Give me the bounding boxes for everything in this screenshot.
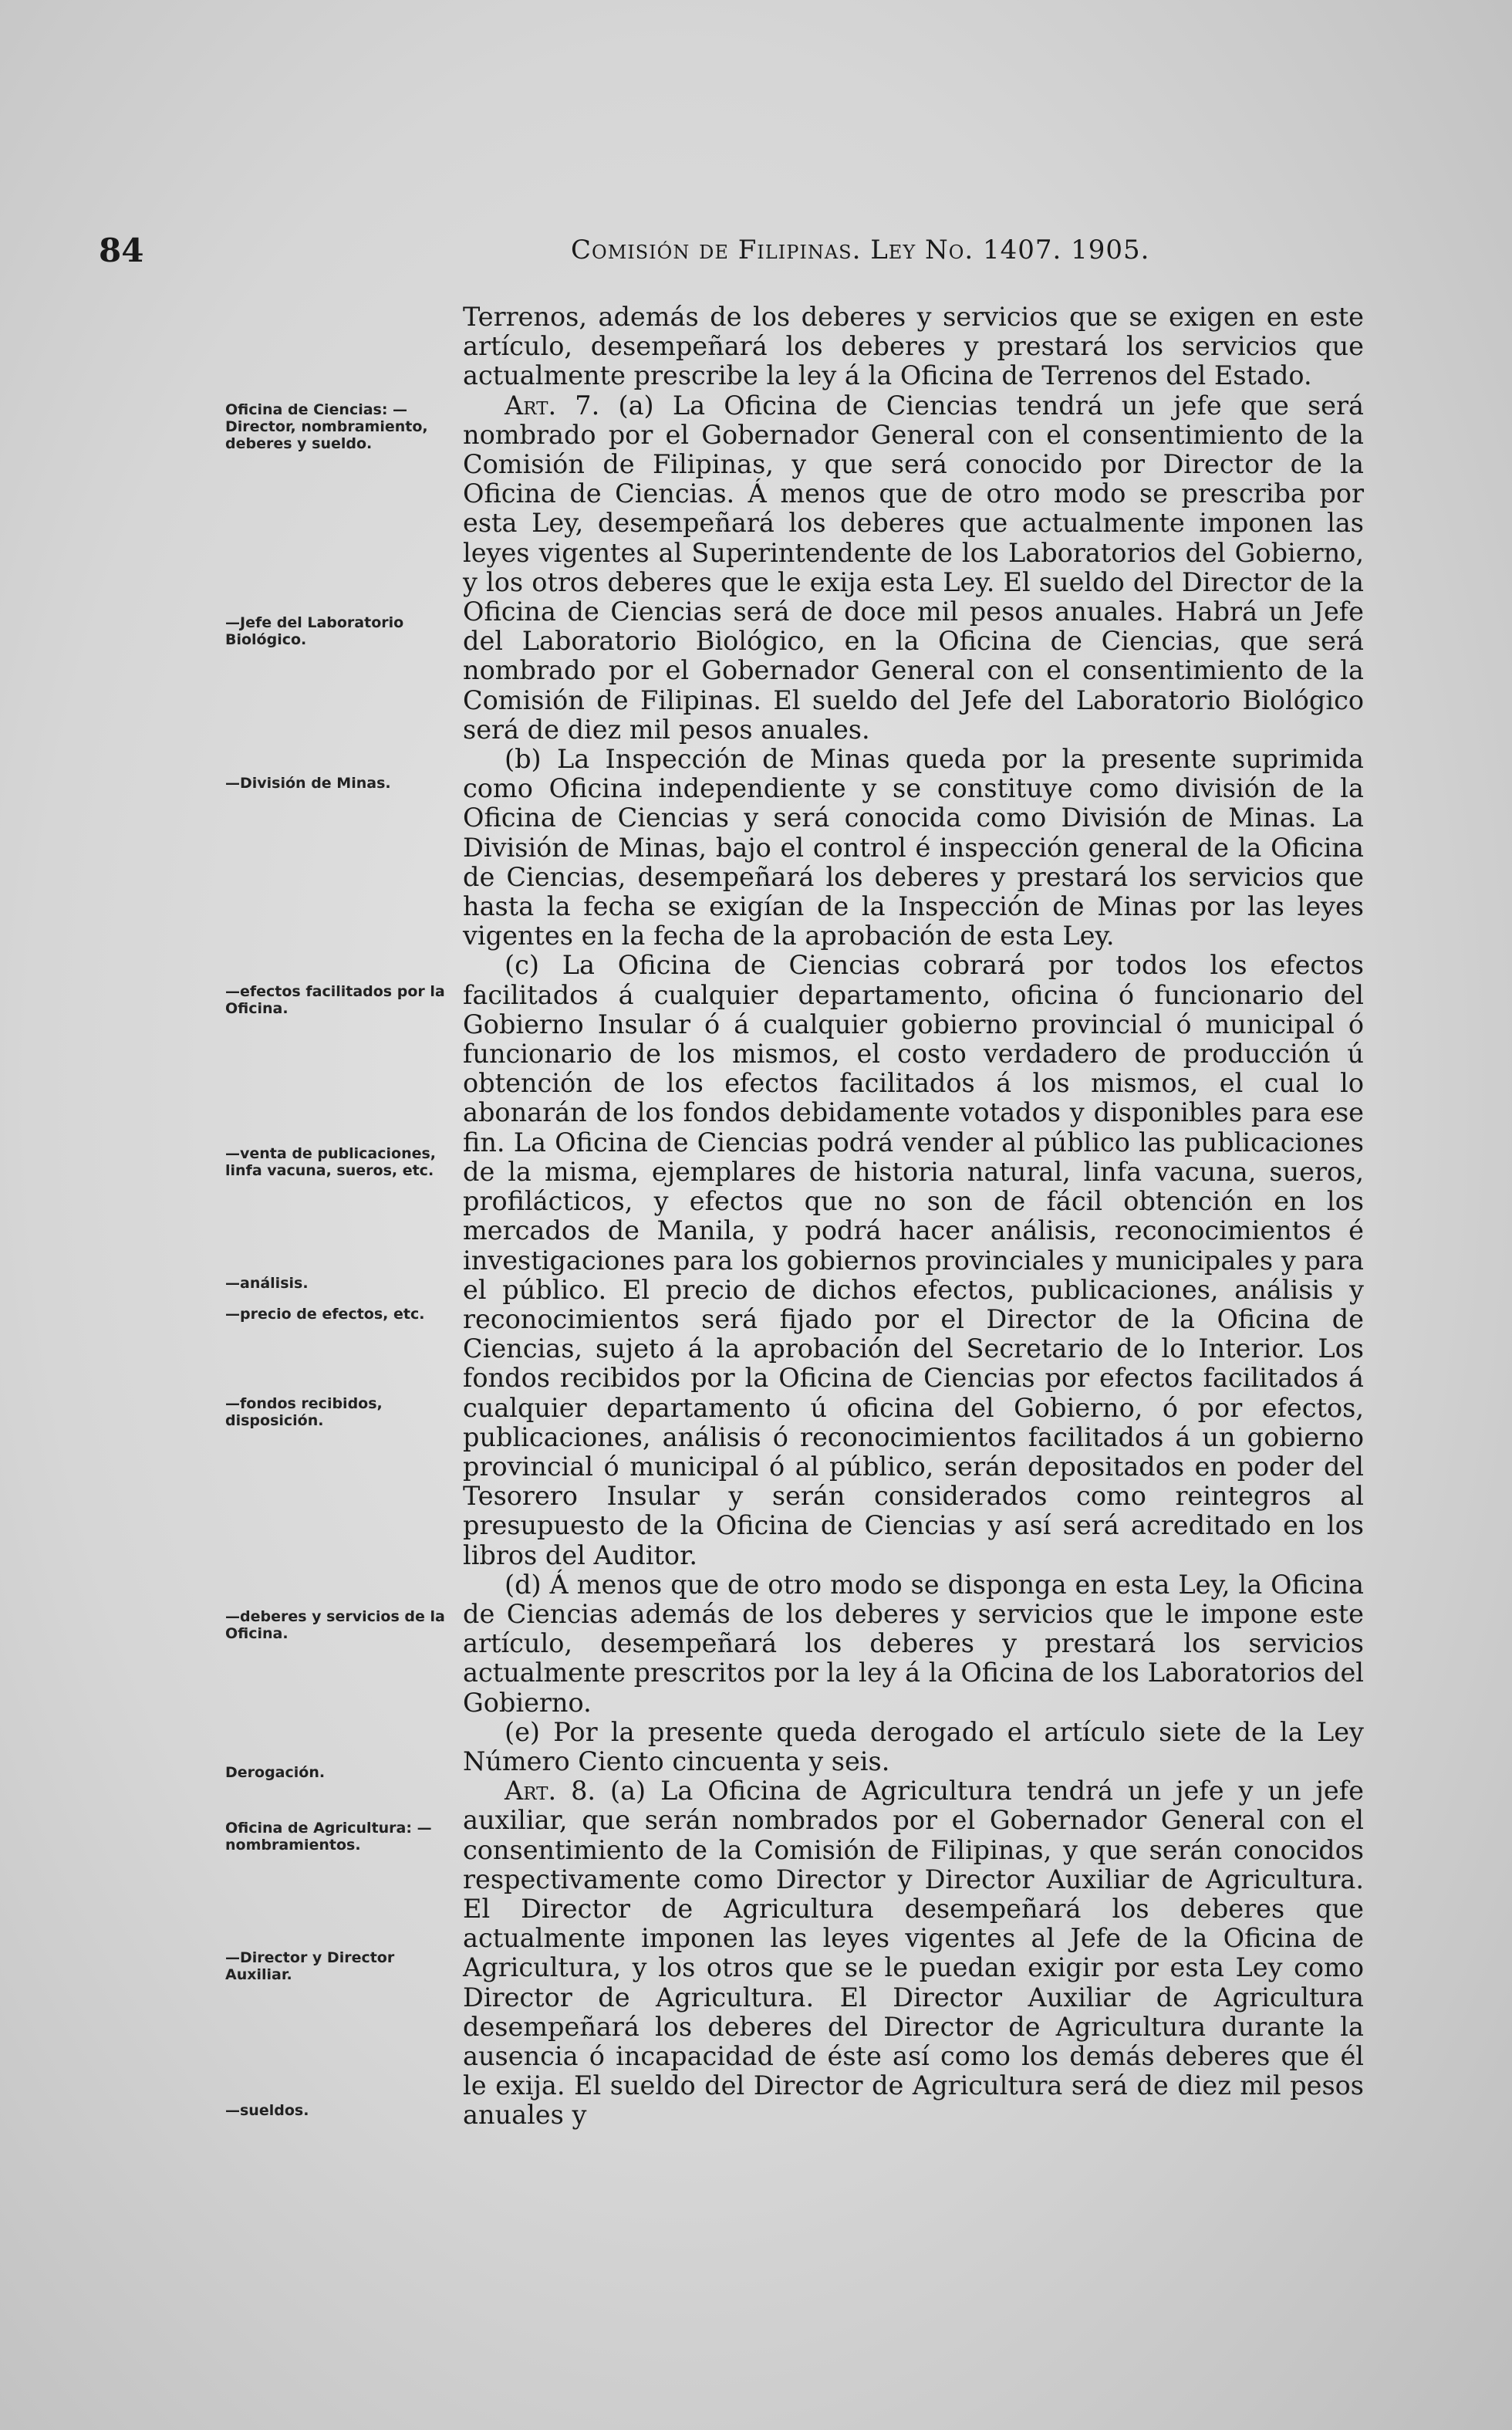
paragraph-art-8a-text: (a) La Oficina de Agricultura tendrá un jefe y un jefe auxiliar, que serán nombrados por el Gobernador General con el consentimiento de la Comisión de Filipinas, y que serán conocidos respectivamente como Director y Director Auxiliar de Agricultura. El Director de Agricultura desempeñará los deberes que actualmente imponen las leyes vigentes al Jefe de la Oficina de Agricultura, y los otros que se le puedan exigir por esta Ley como Director de Agricultura. El Director Auxiliar de Agricultura desempeñará los deberes del Director de Agricultura durante la ausencia ó incapacidad de éste así como los demás deberes que él le exija. El sueldo del Director de Agricultura será de diez mil pesos anuales y [463,1776,1364,2131]
margin-note-venta-publicaciones: —venta de publicaciones, linfa vacuna, sueros, etc. [225,1145,437,1179]
margin-note-oficina-ciencias: Oficina de Ciencias: —Director, nombramiento, deberes y sueldo. [225,401,428,452]
margin-note-director-auxiliar: —Director y Director Auxiliar. [225,1949,395,1983]
article-7-label: Art. 7. [505,390,600,421]
running-title: Comisión de Filipinas. Ley No. 1407. 1905. [571,235,1150,265]
article-8-label: Art. 8. [505,1776,596,1806]
margin-note-division-minas: —División de Minas. [225,775,391,792]
margin-note-efectos-facilitados: —efectos facilitados por la Oficina. [225,983,445,1017]
paragraph-art-7e: (e) Por la presente queda derogado el artículo siete de la Ley Número Ciento cincuenta y seis. [463,1716,1364,1776]
paragraph-art-8a [463,1776,1364,2130]
margin-note-fondos-recibidos: —fondos recibidos, disposición. [225,1395,383,1429]
margin-note-deberes-oficina: —deberes y servicios de la Oficina. [225,1608,445,1642]
margin-note-precio-efectos: —precio de efectos, etc. [225,1306,425,1323]
paragraph-art-7b: (b) La Inspección de Minas queda por la presente suprimida como Oficina independiente y se constituye como división de la Oficina de Ciencias y será conocida como División de Minas. La División de Minas, bajo el control é inspección general de la Oficina de Ciencias, desempeñará los deberes y prestará los servicios que hasta la fecha se exigían de la Inspección de Minas por las leyes vigentes en la fecha de la aprobación de esta Ley. [463,744,1364,951]
margin-note-oficina-agricultura: Oficina de Agricultura: —nombramientos. [225,1820,432,1854]
paragraph-art-7a-text: (a) La Oficina de Ciencias tendrá un jefe que será nombrado por el Gobernador General con el consentimiento de la Comisión de Filipinas, y que será conocido por Director de la Oficina de Ciencias. Á menos que de otro modo se prescriba por esta Ley, desempeñará los deberes que actualmente imponen las leyes vigentes al Superintendente de los Laboratorios del Gobierno, y los otros deberes que le exija esta Ley. El sueldo del Director de la Oficina de Ciencias será de doce mil pesos anuales. Habrá un Jefe del Laboratorio Biológico, en la Oficina de Ciencias, que será nombrado por el Gobernador General con el consentimiento de la Comisión de Filipinas. El sueldo del Jefe del Laboratorio Biológico será de diez mil pesos anuales. [463,390,1364,745]
margin-note-jefe-laboratorio: —Jefe del Laboratorio Biológico. [225,614,404,648]
page-header [99,232,1279,278]
body-text [463,302,1364,2131]
paragraph-art-7c: (c) La Oficina de Ciencias cobrará por todos los efectos facilitados á cualquier departamento, oficina ó funcionario del Gobierno Insular ó á cualquier gobierno provincial ó municipal ó funcionario de los mismos, el costo verdadero de producción ú obtención de los efectos facilitados á los mismos, el cual lo abonarán de los fondos debidamente votados y disponibles para ese fin. La Oficina de Ciencias podrá vender al público las publicaciones de la misma, ejemplares de historia natural, linfa vacuna, sueros, profilácticos, y efectos que no son de fácil obtención en los mercados de Manila, y podrá hacer análisis, reconocimientos é investigaciones para los gobiernos provinciales y municipales y para el público. El precio de dichos efectos, publicaciones, análisis y reconocimientos será fijado por el Director de la Oficina de Ciencias, sujeto á la aprobación del Secretario de lo Interior. Los fondos recibidos por la Oficina de Ciencias por efectos facilitados á cualquier departamento ú oficina del Gobierno, ó por efectos, publicaciones, análisis ó reconocimientos facilitados á un gobierno provincial ó municipal ó al público, serán depositados en poder del Tesorero Insular y serán considerados como reintegros al presupuesto de la Oficina de Ciencias y así será acreditado en los libros del Auditor. [463,950,1364,1570]
paragraph-art-7d: (d) Á menos que de otro modo se disponga en esta Ley, la Oficina de Ciencias además de los deberes y servicios que le impone este artículo, desempeñará los deberes y prestará los servicios actualmente prescritos por la ley á la Oficina de los Laboratorios del Gobierno. [463,1569,1364,1718]
margin-note-analisis: —análisis. [225,1275,309,1292]
margin-note-sueldos: —sueldos. [225,2102,309,2119]
margin-note-derogacion: Derogación. [225,1764,326,1781]
page-number: 84 [99,232,144,269]
paragraph-terrenos: Terrenos, además de los deberes y servicios que se exigen en este artículo, desempeñará los deberes y prestará los servicios que actualmente prescribe la ley á la Oficina de Terrenos del Estado. [463,302,1364,391]
paragraph-art-7a [463,391,1364,745]
